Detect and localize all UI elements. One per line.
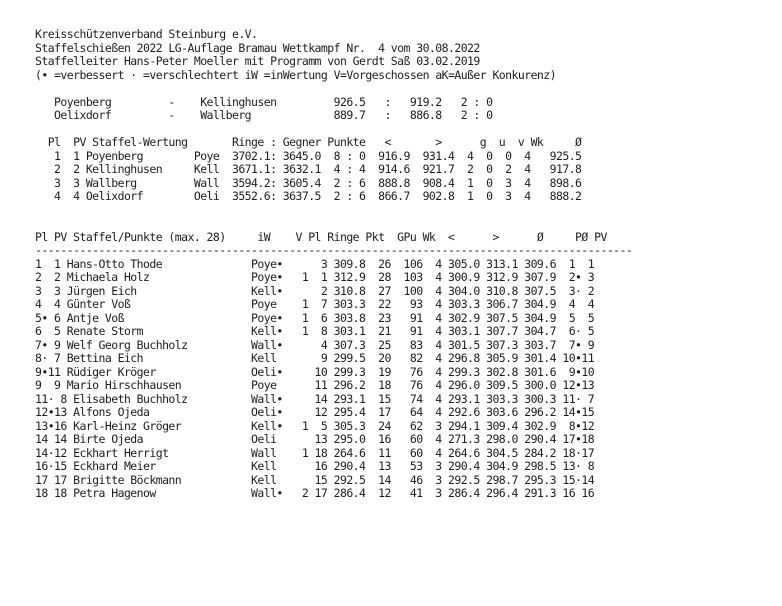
organizer-line: Staffelleiter Hans-Peter Moeller mit Programm von Gerdt Saß 03.02.2019	[35, 54, 480, 68]
shooter-row: 1 1 Hans-Otto Thode Poye• 3 309.8 26 106 4 305.0 313.1 309.6 1 1	[35, 256, 595, 271]
team-table-header: Pl PV Staffel-Wertung Ringe : Gegner Punkte < > g u v Wk Ø	[35, 135, 582, 149]
symbol-legend: (• =verbessert · =verschlechtert iW =inWertung V=Vorgeschossen aK=Außer Konkurenz)	[35, 67, 556, 82]
shooter-row: 7• 9 Welf Georg Buchholz Wall• 4 307.3 25 83 4 301.5 307.3 303.7 7• 9	[35, 337, 595, 352]
shooter-row: 17 17 Brigitte Böckmann Kell 15 292.5 14 46 3 292.5 298.7 295.3 15·14	[35, 472, 595, 487]
shooter-row: 13•16 Karl-Heinz Gröger Kell• 1 5 305.3 24 62 3 294.1 309.4 302.9 8•12	[35, 418, 595, 433]
team-row: 4 4 Oelixdorf Oeli 3552.6: 3637.5 2 : 6 866.7 902.8 1 0 3 4 888.2	[35, 189, 582, 203]
shooter-row: 6 5 Renate Storm Kell• 1 8 303.1 21 91 4 303.1 307.7 304.7 6· 5	[35, 324, 595, 338]
shooter-row: 12•13 Alfons Ojeda Oeli• 12 295.4 17 64 4 292.6 303.6 296.2 14•15	[35, 405, 595, 419]
results-report	[35, 28, 632, 501]
match-result: Oelixdorf - Wallberg 889.7 : 886.8 2 : 0	[35, 108, 493, 122]
shooter-row: 9•11 Rüdiger Kröger Oeli• 10 299.3 19 76 4 299.3 302.8 301.6 9•10	[35, 364, 595, 379]
shooter-row: 16·15 Eckhard Meier Kell 16 290.4 13 53 3 290.4 304.9 298.5 13· 8	[35, 459, 595, 473]
team-row: 3 3 Wallberg Wall 3594.2: 3605.4 2 : 6 888.8 908.4 1 0 3 4 898.6	[35, 175, 582, 190]
shooter-row: 8· 7 Bettina Eich Kell 9 299.5 20 82 4 296.8 305.9 301.4 10•11	[35, 351, 595, 365]
spacer	[35, 204, 632, 231]
association-name: Kreisschützenverband Steinburg e.V.	[35, 27, 258, 41]
team-row: 1 1 Poyenberg Poye 3702.1: 3645.0 8 : 0 916.9 931.4 4 0 0 4 925.5	[35, 148, 582, 163]
shooter-row: 2 2 Michaela Holz Poye• 1 1 312.9 28 103 4 300.9 312.9 307.9 2• 3	[35, 270, 595, 284]
shooter-row: 3 3 Jürgen Eich Kell• 2 310.8 27 100 4 304.0 310.8 307.5 3· 2	[35, 283, 595, 298]
spacer	[35, 82, 632, 96]
shooter-row: 11· 8 Elisabeth Buchholz Wall• 14 293.1 15 74 4 293.1 303.3 300.3 11· 7	[35, 391, 595, 406]
shooter-table-header: Pl PV Staffel/Punkte (max. 28) iW V Pl Ringe Pkt GPu Wk < > Ø PØ PV	[35, 229, 607, 244]
match-result: Poyenberg - Kellinghusen 926.5 : 919.2 2 : 0	[35, 94, 493, 109]
shooter-row: 4 4 Günter Voß Poye 1 7 303.3 22 93 4 303.3 306.7 304.9 4 4	[35, 297, 595, 311]
spacer	[35, 123, 632, 137]
shooter-row: 14·12 Eckhart Herrigt Wall 1 18 264.6 11 60 4 264.6 304.5 284.2 18·17	[35, 445, 595, 460]
shooter-row: 5• 6 Antje Voß Poye• 1 6 303.8 23 91 4 302.9 307.5 304.9 5 5	[35, 310, 595, 325]
competition-title: Staffelschießen 2022 LG-Auflage Bramau Wettkampf Nr. 4 vom 30.08.2022	[35, 40, 480, 55]
team-row: 2 2 Kellinghusen Kell 3671.1: 3632.1 4 : 4 914.6 921.7 2 0 2 4 917.8	[35, 162, 582, 176]
shooter-row: 9 9 Mario Hirschhausen Poye 11 296.2 18 76 4 296.0 309.5 300.0 12•13	[35, 378, 595, 392]
shooter-row: 18 18 Petra Hagenow Wall• 2 17 286.4 12 41 3 286.4 296.4 291.3 16 16	[35, 486, 595, 500]
table-separator: ----------------------------------------------------------------------------------------------	[35, 243, 633, 257]
shooter-row: 14 14 Birte Ojeda Oeli 13 295.0 16 60 4 271.3 298.0 290.4 17•18	[35, 432, 595, 446]
